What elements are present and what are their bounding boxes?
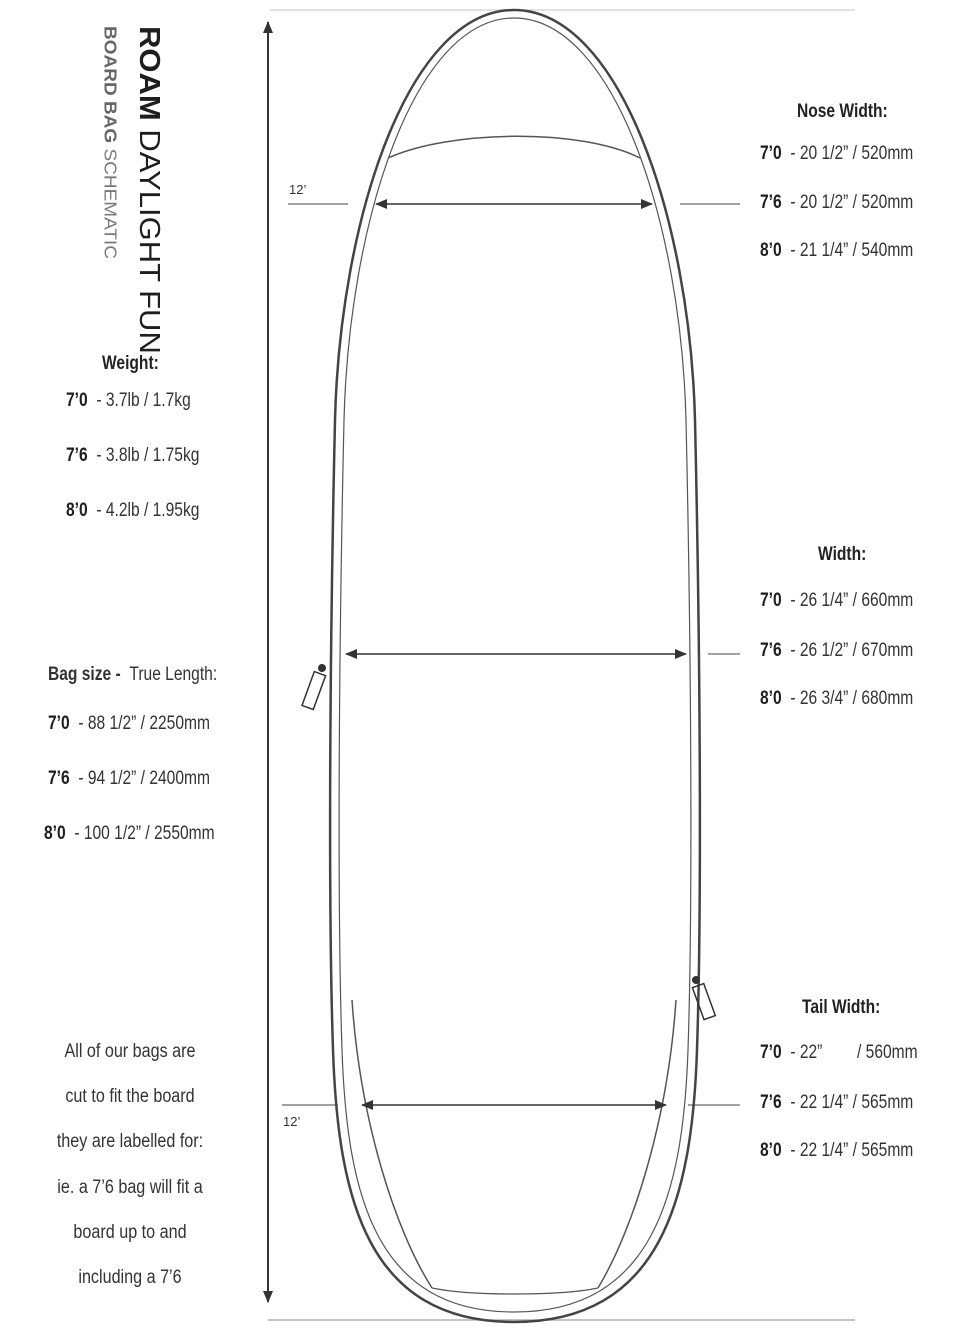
tail-offset-label: 12’ [283,1114,301,1129]
weight-size: 7’6 [66,445,88,466]
subtitle-light: SCHEMATIC [100,148,119,259]
bag-size-size: 7’0 [48,713,70,734]
width-size: 7’0 [760,590,782,611]
weight-size: 8’0 [66,500,88,521]
width-value: - 26 3/4” / 680mm [790,688,914,709]
weight-size: 7’0 [66,390,88,411]
bag-size-value: - 94 1/2” / 2400mm [78,768,210,789]
weight-heading: Weight: [102,353,159,374]
fit-note-line: All of our bags are [64,1041,196,1062]
weight-row [66,500,229,522]
nose-width-value: - 21 1/4” / 540mm [790,240,914,261]
nose-width-size: 7’6 [760,192,782,213]
tail-width-size: 8’0 [760,1140,782,1161]
tail-panel-seam-right [598,1000,676,1288]
weight-row [66,390,218,412]
subtitle-bold: BOARD BAG [100,26,119,144]
bag-size-value: - 100 1/2” / 2550mm [74,823,215,844]
bag-size-size: 7’6 [48,768,70,789]
product-title [135,26,164,354]
tail-width-size: 7’0 [760,1042,782,1063]
tail-width-size: 7’6 [760,1092,782,1113]
schematic-subtitle [101,26,118,259]
bag-size-row [48,713,246,735]
brand-name: ROAM [133,26,166,121]
width-heading: Width: [818,544,867,565]
width-row [760,640,947,662]
tail-width-row [760,1140,947,1162]
nose-width-row [760,192,947,214]
nose-width-value: - 20 1/2” / 520mm [790,192,914,213]
nose-width-row [760,143,947,165]
fit-note-line: ie. a 7’6 bag will fit a [57,1177,203,1198]
bag-outline-inner [339,18,691,1312]
bag-size-row [44,823,252,845]
tail-width-row [760,1092,947,1114]
width-size: 7’6 [760,640,782,661]
width-value: - 26 1/2” / 670mm [790,640,914,661]
tail-panel-seam-bottom [432,1288,598,1294]
fit-note-line: they are labelled for: [56,1131,204,1152]
bag-size-value: - 88 1/2” / 2250mm [78,713,210,734]
tail-panel-seam-left [352,1000,432,1288]
nose-width-size: 8’0 [760,240,782,261]
bag-outline-outer [330,10,700,1322]
tail-width-value: - 22 1/4” / 565mm [790,1092,914,1113]
tail-width-value: - 22” / 560mm [790,1042,918,1063]
weight-row [66,445,229,467]
fit-note-line: board up to and [73,1222,187,1243]
tail-width-heading: Tail Width: [802,997,881,1018]
weight-value: - 3.7lb / 1.7kg [96,390,191,411]
nose-panel-seam [388,136,640,158]
width-size: 8’0 [760,688,782,709]
fit-note-line: including a 7’6 [78,1267,182,1288]
width-row [760,688,947,710]
nose-width-heading: Nose Width: [797,101,888,122]
bag-size-heading-bold: Bag size - [48,664,121,685]
nose-width-row [760,240,947,262]
weight-value: - 3.8lb / 1.75kg [96,445,200,466]
nose-width-size: 7’0 [760,143,782,164]
bag-size-row [48,768,246,790]
nose-width-value: - 20 1/2” / 520mm [790,143,914,164]
model-name: DAYLIGHT FUN [133,129,166,354]
weight-value: - 4.2lb / 1.95kg [96,500,200,521]
bag-size-heading [48,664,254,686]
width-value: - 26 1/4” / 660mm [790,590,914,611]
zipper-pull-right [689,974,715,1019]
bag-size-heading-light: True Length: [129,664,218,685]
tail-width-value: - 22 1/4” / 565mm [790,1140,914,1161]
title-block [100,26,170,354]
fit-note-line: cut to fit the board [65,1086,195,1107]
bag-size-size: 8’0 [44,823,66,844]
width-row [760,590,947,612]
tail-width-row [760,1042,952,1064]
nose-offset-label: 12’ [289,182,307,197]
zipper-pull-left [302,662,329,709]
